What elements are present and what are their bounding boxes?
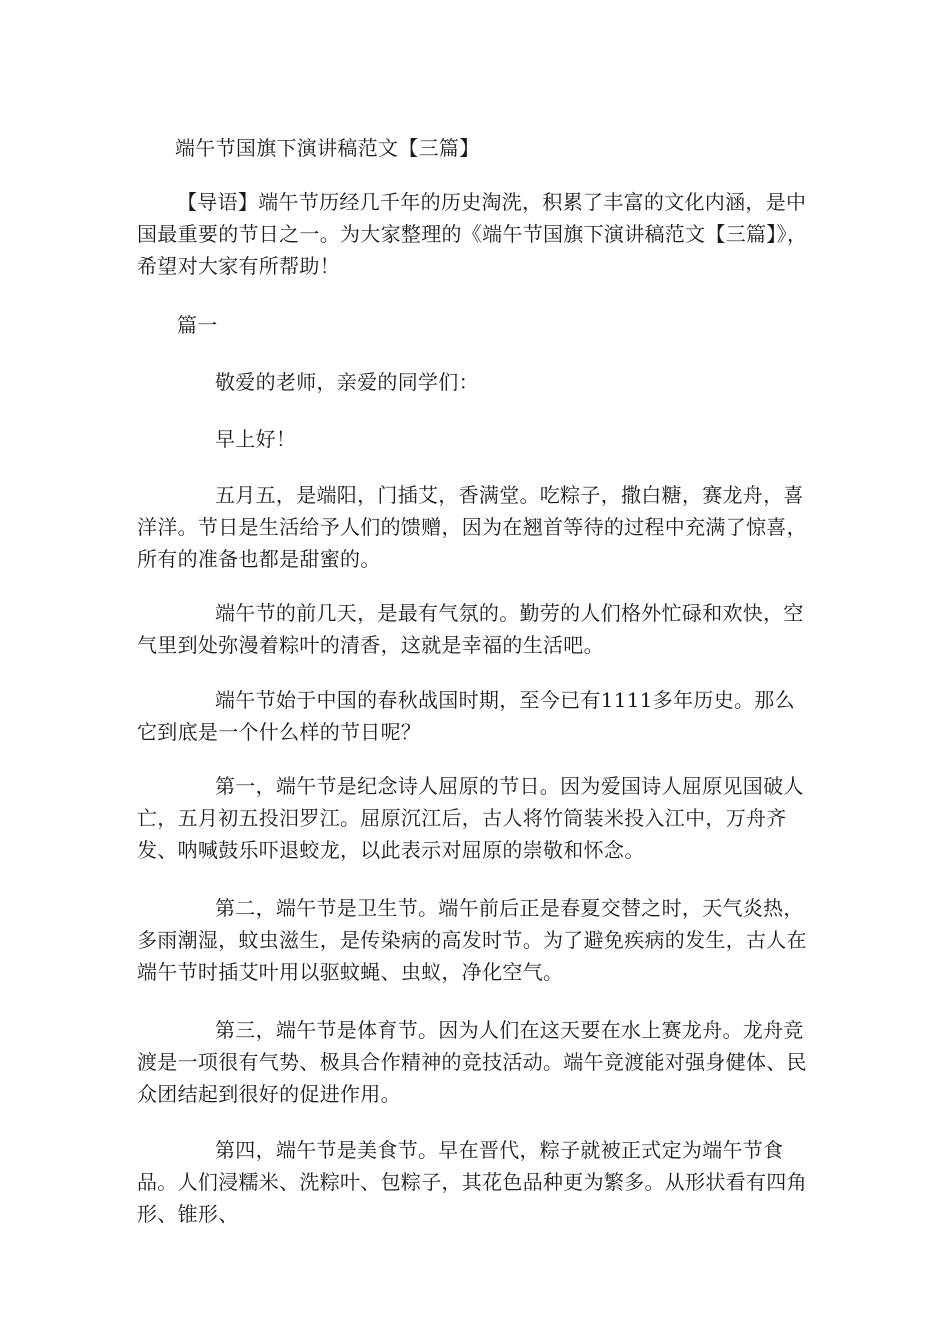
- intro-paragraph: 【导语】端午节历经几千年的历史淘洗，积累了丰富的文化内涵，是中国最重要的节日之一。为大家整理的《端午节国旗下演讲稿范文【三篇】》，希望对大家有所帮助！: [137, 190, 808, 278]
- document-title: 端午节国旗下演讲稿范文【三篇】: [175, 136, 480, 160]
- section-label: 篇一: [177, 313, 218, 337]
- body-paragraph: 第三，端午节是体育节。因为人们在这天要在水上赛龙舟。龙舟竞渡是一项很有气势、极具合作精神的竞技活动。端午竞渡能对强身健体、民众团结起到很好的促进作用。: [137, 1018, 807, 1106]
- body-paragraph: 第四，端午节是美食节。早在晋代，粽子就被正式定为端午节食品。人们浸糯米、洗粽叶、包粽子，其花色品种更为繁多。从形状看有四角形、锥形、: [137, 1138, 807, 1226]
- body-paragraph: 五月五，是端阳，门插艾，香满堂。吃粽子，撒白糖，赛龙舟，喜洋洋。节日是生活给予人们的馈赠，因为在翘首等待的过程中充满了惊喜，所有的准备也都是甜蜜的。: [137, 483, 807, 571]
- body-paragraph: 端午节始于中国的春秋战国时期，至今已有1111多年历史。那么它到底是一个什么样的节日呢？: [137, 688, 795, 744]
- salutation: 早上好！: [215, 427, 297, 451]
- body-paragraph: 端午节的前几天，是最有气氛的。勤劳的人们格外忙碌和欢快，空气里到处弥漫着粽叶的清香，这就是幸福的生活吧。: [137, 601, 804, 657]
- greeting: 敬爱的老师，亲爱的同学们：: [215, 370, 479, 394]
- body-paragraph: 第二，端午节是卫生节。端午前后正是春夏交替之时，天气炎热，多雨潮湿，蚊虫滋生，是传染病的高发时节。为了避免疾病的发生，古人在端午节时插艾叶用以驱蚊蝇、虫蚁，净化空气。: [137, 896, 807, 984]
- body-paragraph: 第一，端午节是纪念诗人屈原的节日。因为爱国诗人屈原见国破人亡，五月初五投汨罗江。屈原沉江后，古人将竹筒装米投入江中，万舟齐发、呐喊鼓乐吓退蛟龙，以此表示对屈原的崇敬和怀念。: [137, 774, 804, 862]
